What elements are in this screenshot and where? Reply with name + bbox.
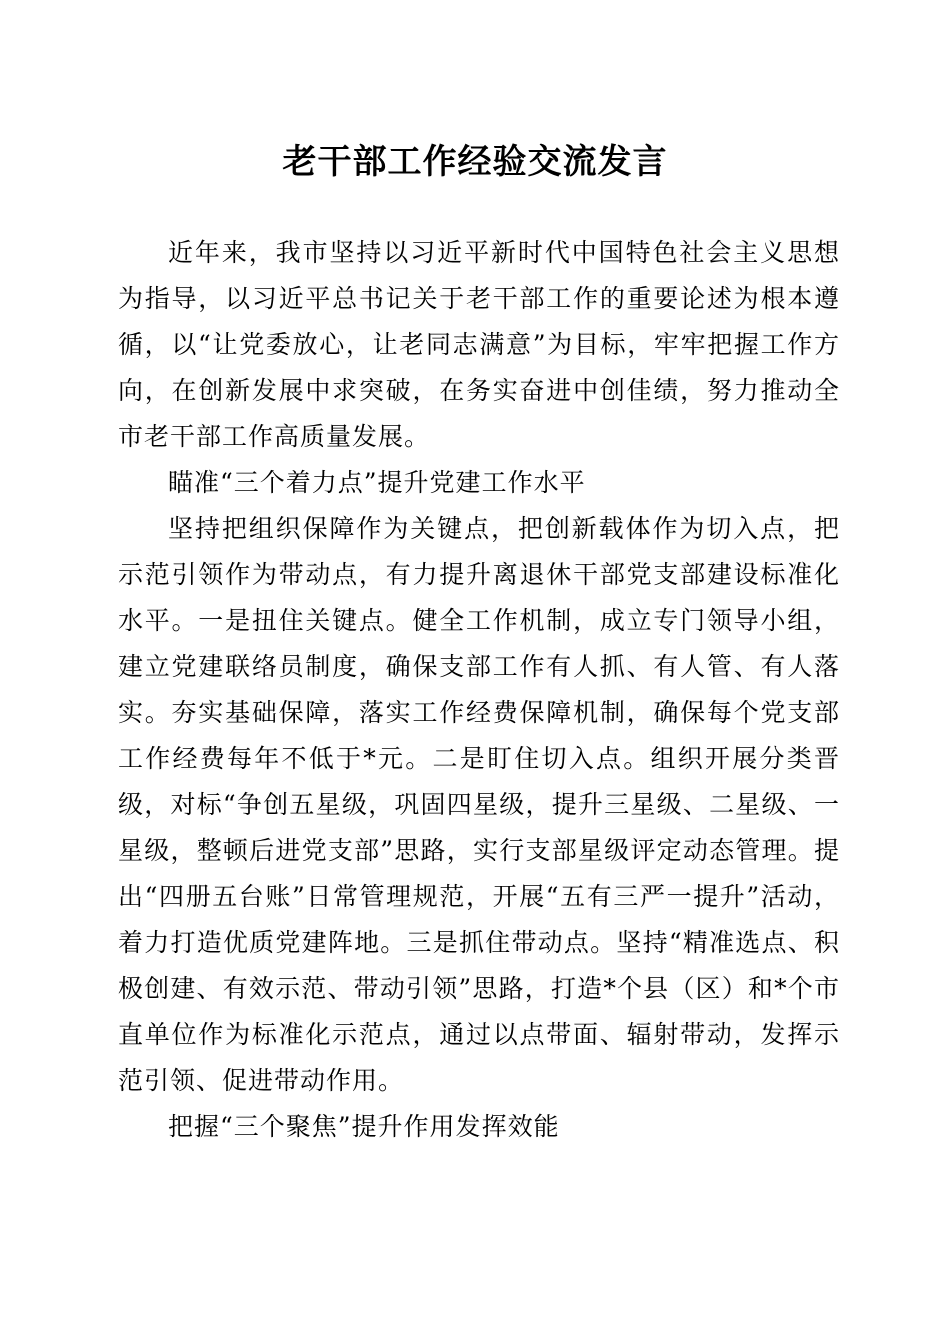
document-title: 老干部工作经验交流发言 — [282, 142, 668, 182]
section-heading-1: 瞄准“三个着力点”提升党建工作水平 — [168, 468, 586, 497]
intro-paragraph: 近年来，我市坚持以习近平新时代中国特色社会主义思想为指导，以习近平总书记关于老干部工作的重要论述为根本遵循，以“让党委放心，让老同志满意”为目标，牢牢把握工作方向，在创新发展中求突破，在务实奋进中创佳绩，努力推动全市老干部工作高质量发展。 — [118, 238, 840, 451]
section-paragraph-1: 坚持把组织保障作为关键点，把创新载体作为切入点，把示范引领作为带动点，有力提升离退休干部党支部建设标准化水平。一是扭住关键点。健全工作机制，成立专门领导小组，建立党建联络员制度，确保支部工作有人抓、有人管、有人落实。夯实基础保障，落实工作经费保障机制，确保每个党支部工作经费每年不低于*元。二是盯住切入点。组织开展分类晋级，对标“争创五星级，巩固四星级，提升三星级、二星级、一星级，整顿后进党支部”思路，实行支部星级评定动态管理。提出“四册五台账”日常管理规范，开展“五有三严一提升”活动，着力打造优质党建阵地。三是抓住带动点。坚持“精准选点、积极创建、有效示范、带动引领”思路，打造*个县（区）和*个市直单位作为标准化示范点，通过以点带面、辐射带动，发挥示范引领、促进带动作用。 — [118, 514, 840, 1095]
section-heading-2: 把握“三个聚焦”提升作用发挥效能 — [168, 1112, 560, 1141]
document-body — [118, 230, 840, 1150]
